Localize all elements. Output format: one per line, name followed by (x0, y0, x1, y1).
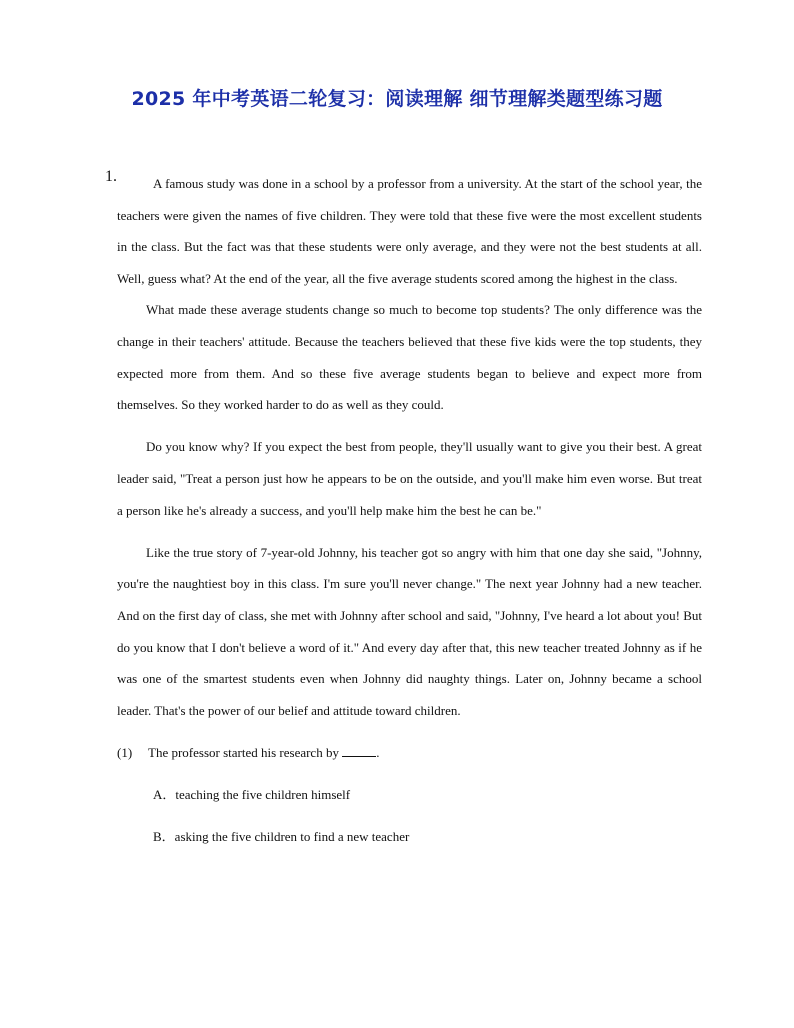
passage-paragraph-3: Do you know why? If you expect the best from people, they'll usually want to give you their best. A great leader said, "Treat a person just how he appears to be on the outside, and you'll make him even worse. But treat a person like he's already a success, and you'll help make him the best he can be." (117, 439, 702, 518)
sub-question-stem (148, 737, 379, 769)
page-title: 2025 年中考英语二轮复习：阅读理解 细节理解类题型练习题 (131, 88, 663, 110)
question-1-block (105, 168, 702, 294)
reading-passage (105, 168, 702, 853)
answer-blank (342, 745, 376, 757)
question-number: 1. (105, 168, 117, 185)
option-a: A．teaching the five children himself (153, 787, 351, 803)
sub-question-1 (117, 737, 702, 769)
sub-question-number: (1) (117, 744, 133, 760)
passage-paragraph-4: Like the true story of 7-year-old Johnny, his teacher got so angry with him that one day she said, "Johnny, you're the naughtiest boy in this class. I'm sure you'll never change." The next year Johnny had a new teacher. And on the first day of class, she met with Johnny after school and said, "Johnny, I've heard a lot about you! But do you know that I don't believe a word of it." And every day after that, this new teacher treated Johnny as if he was one of the smartest students even when Johnny did naughty things. Later on, Johnny became a school leader. That's the power of our belief and attitude toward children. (117, 544, 702, 718)
stem-text: The professor started his research by (148, 744, 343, 760)
passage-paragraph-2: What made these average students change so much to become top students? The only difference was the change in their teachers' attitude. Because the teachers believed that these five kids were the top students, they expected more from them. And so these five average students began to believe and expect more from themselves. So they worked harder to do as well as they could. (117, 302, 702, 413)
stem-end: . (376, 744, 380, 760)
option-b: B．asking the five children to find a new teacher (153, 829, 410, 845)
passage-paragraph-1: A famous study was done in a school by a professor from a university. At the start of the school year, the teachers were given the names of five children. They were told that these five were the most excellent students in the class. But the fact was that these students were only average, and they were not the best students at all. Well, guess what? At the end of the year, all the five average students scored among the highest in the class. (117, 176, 702, 286)
